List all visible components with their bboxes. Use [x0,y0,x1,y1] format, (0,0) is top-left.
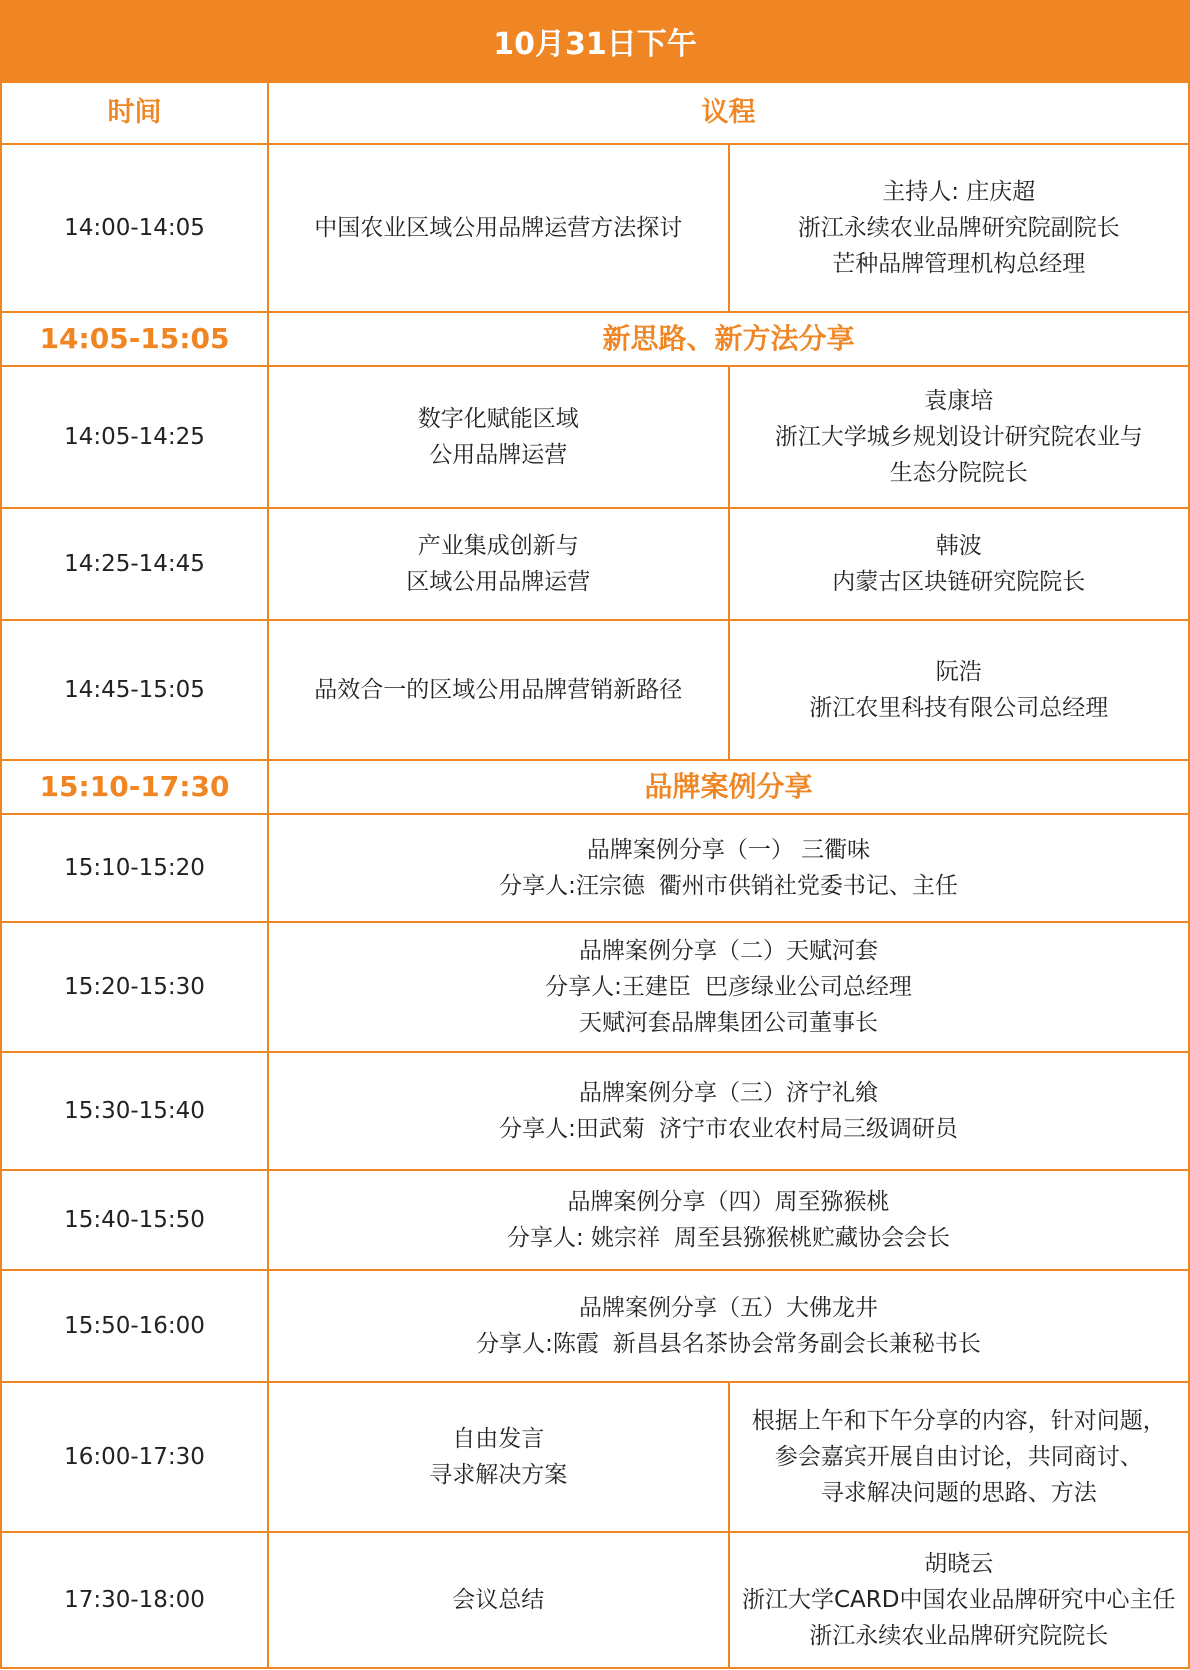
case-title: 品牌案例分享（五）大佛龙井 [579,1295,878,1321]
topic-line: 自由发言 [452,1426,545,1452]
table-row [1,814,1189,922]
table-row [1,1532,1189,1668]
row-speaker [729,508,1190,620]
row-time: 15:50-16:00 [1,1270,268,1382]
case-speaker [275,969,1182,1005]
row-case [268,1052,1189,1170]
speaker-line: 浙江永续农业品牌研究院院长 [809,1623,1109,1649]
section-time: 14:05-15:05 [1,312,268,366]
row-case [268,1170,1189,1270]
table-row [1,1052,1189,1170]
row-case [268,1270,1189,1382]
row-speaker [729,1382,1190,1532]
section-time: 15:10-17:30 [1,760,268,814]
speaker-name: 分享人:田武菊 [499,1116,645,1142]
case-title: 品牌案例分享（三）济宁礼飨 [579,1080,878,1106]
speaker-line: 内蒙古区块链研究院院长 [832,569,1086,595]
row-speaker [729,620,1190,760]
section-title: 品牌案例分享 [268,760,1189,814]
table-row [1,1270,1189,1382]
agenda-table [0,81,1190,1669]
row-topic: 会议总结 [268,1532,729,1668]
speaker-line: 浙江大学城乡规划设计研究院农业与 [774,424,1143,450]
table-row [1,620,1189,760]
row-time: 14:00-14:05 [1,144,268,312]
row-speaker [729,1532,1190,1668]
row-time: 15:30-15:40 [1,1052,268,1170]
row-topic [268,1382,729,1532]
case-title: 品牌案例分享（二）天赋河套 [579,938,878,964]
row-case [268,922,1189,1052]
row-speaker [729,366,1190,508]
topic-line: 数字化赋能区域 [417,406,579,432]
speaker-title: 济宁市农业农村局三级调研员 [658,1116,958,1142]
speaker-line: 袁康培 [924,388,994,414]
speaker-title-extra: 天赋河套品牌集团公司董事长 [579,1010,878,1036]
row-topic [268,366,729,508]
section-title: 新思路、新方法分享 [268,312,1189,366]
case-speaker [275,1111,1182,1147]
section-row [1,760,1189,814]
speaker-name: 分享人: 姚宗祥 [506,1225,661,1251]
speaker-name: 分享人:汪宗德 [499,873,645,899]
case-speaker [275,1220,1182,1256]
table-row [1,144,1189,312]
case-title: 品牌案例分享（四）周至猕猴桃 [567,1189,890,1215]
speaker-line: 阮浩 [935,659,982,685]
topic-line: 产业集成创新与 [417,533,579,559]
speaker-line: 参会嘉宾开展自由讨论，共同商讨、 [774,1444,1143,1470]
table-header-row [1,82,1189,144]
speaker-line: 浙江永续农业品牌研究院副院长 [797,215,1120,241]
row-case [268,814,1189,922]
row-time: 15:40-15:50 [1,1170,268,1270]
row-time: 14:05-14:25 [1,366,268,508]
table-row [1,922,1189,1052]
speaker-line: 根据上午和下午分享的内容，针对问题， [751,1408,1166,1434]
topic-line: 寻求解决方案 [429,1462,568,1488]
row-time: 16:00-17:30 [1,1382,268,1532]
topic-line: 区域公用品牌运营 [406,569,591,595]
speaker-title: 衢州市供销社党委书记、主任 [658,873,958,899]
page-title: 10月31日下午 [0,0,1190,81]
row-topic: 中国农业区域公用品牌运营方法探讨 [268,144,729,312]
header-agenda: 议程 [268,82,1189,144]
speaker-line: 主持人: 庄庆超 [882,179,1036,205]
section-row [1,312,1189,366]
speaker-title: 周至县猕猴桃贮藏协会会长 [674,1225,951,1251]
row-time: 14:25-14:45 [1,508,268,620]
row-time: 14:45-15:05 [1,620,268,760]
speaker-line: 芒种品牌管理机构总经理 [832,251,1086,277]
table-row [1,508,1189,620]
speaker-name: 分享人:王建臣 [545,974,691,1000]
topic-line: 公用品牌运营 [429,442,568,468]
header-time: 时间 [1,82,268,144]
speaker-line: 寻求解决问题的思路、方法 [820,1480,1097,1506]
row-time: 15:10-15:20 [1,814,268,922]
row-time: 15:20-15:30 [1,922,268,1052]
table-row [1,1170,1189,1270]
speaker-line: 浙江大学CARD中国农业品牌研究中心主任 [742,1587,1176,1613]
table-row [1,366,1189,508]
case-title: 品牌案例分享（一） 三衢味 [586,837,871,863]
row-time: 17:30-18:00 [1,1532,268,1668]
case-speaker [275,1326,1182,1362]
speaker-title: 巴彦绿业公司总经理 [704,974,912,1000]
speaker-line: 韩波 [935,533,982,559]
row-speaker [729,144,1190,312]
speaker-name: 分享人:陈霞 [476,1331,599,1357]
speaker-line: 胡晓云 [924,1551,994,1577]
case-speaker [275,868,1182,904]
row-topic [268,508,729,620]
speaker-title: 新昌县名茶协会常务副会长兼秘书长 [612,1331,981,1357]
table-row [1,1382,1189,1532]
speaker-line: 浙江农里科技有限公司总经理 [809,695,1109,721]
speaker-line: 生态分院院长 [889,460,1028,486]
row-topic: 品效合一的区域公用品牌营销新路径 [268,620,729,760]
